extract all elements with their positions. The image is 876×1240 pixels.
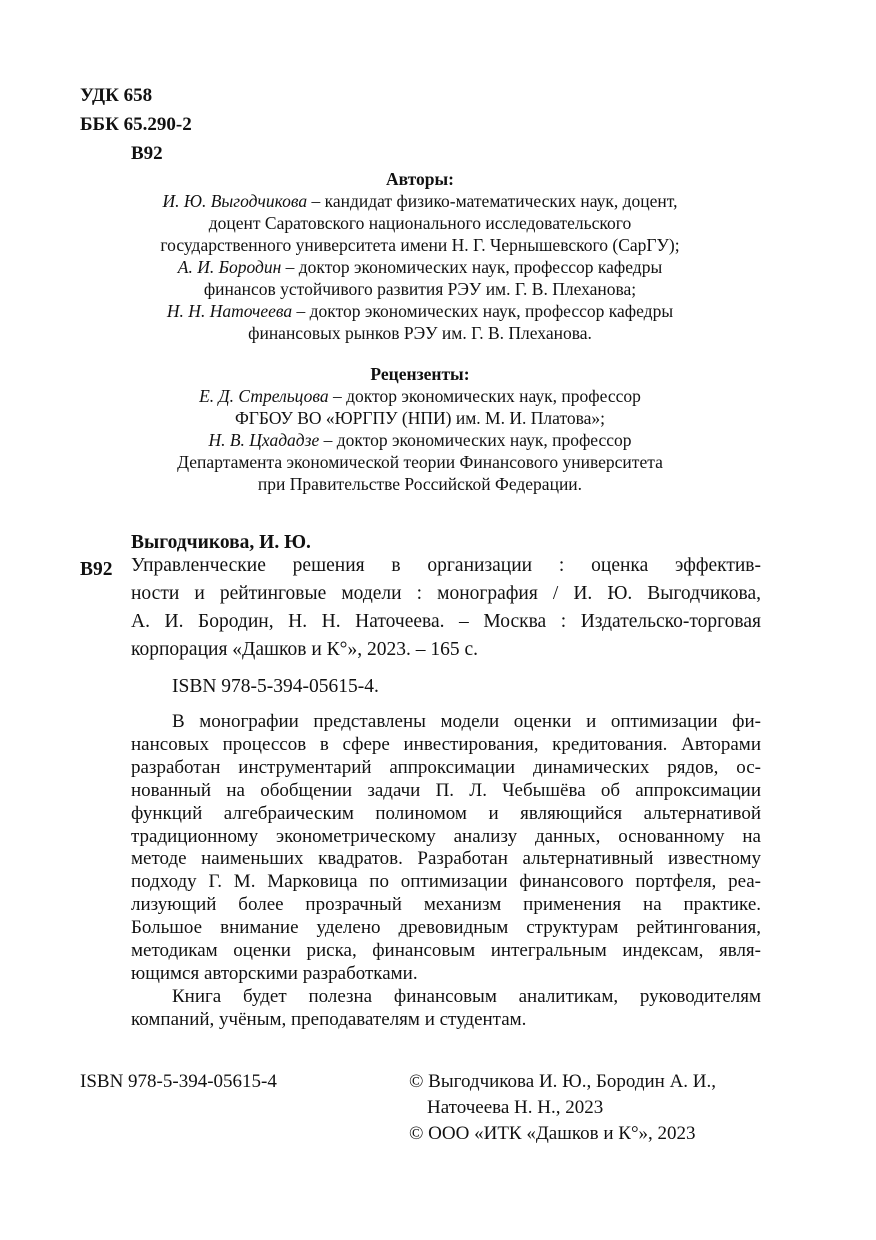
reviewer-entry-line: при Правительстве Российской Федерации. <box>257 474 583 494</box>
footer-isbn: ISBN 978-5-394-05615-4 <box>80 1071 277 1092</box>
copyright-line: © Выгодчикова И. Ю., Бородин А. И., <box>409 1071 717 1092</box>
copyright-line: © ООО «ИТК «Дашков и К°», 2023 <box>409 1123 696 1144</box>
abstract-line: традиционному эконометрическому анализу данных, основанному на <box>131 825 761 847</box>
author-entry-line: финансовых рынков РЭУ им. Г. В. Плеханова. <box>248 323 592 343</box>
abstract-line: Большое внимание уделено древовидным структурам рейтингования, <box>131 917 761 939</box>
copyright-line: Наточеева Н. Н., 2023 <box>427 1097 604 1118</box>
abstract-line: функций алгебраическим полиномом и являющийся альтернативой <box>131 802 761 824</box>
reviewer-name: Н. В. Цхададзе <box>208 430 320 450</box>
abstract <box>131 711 761 1032</box>
author-entry-line: доцент Саратовского национального исследовательского <box>208 213 632 233</box>
author-name: А. И. Бородин <box>177 257 282 277</box>
abstract-line: ющимся авторскими разработками. <box>131 962 418 984</box>
reviewers-heading: Рецензенты: <box>370 364 470 384</box>
reviewer-entry-line: Департамента экономической теории Финансового университета <box>177 452 663 472</box>
reviewer-name: Е. Д. Стрельцова <box>199 386 329 406</box>
abstract-line: подходу Г. М. Марковица по оптимизации финансового портфеля, реа- <box>131 871 761 893</box>
abstract-line: разработан инструментарий аппроксимации динамических рядов, ос- <box>131 756 761 778</box>
udc-code: УДК 658 <box>80 85 153 106</box>
abstract-line: методе наименьших квадратов. Разработан альтернативный известному <box>131 848 761 870</box>
authors-heading: Авторы: <box>386 169 454 189</box>
authors-block <box>80 168 760 344</box>
bib-line: Управленческие решения в организации : оценка эффектив- <box>131 555 761 576</box>
abstract-line: нансовых процессов в сфере инвестирования, кредитования. Авторами <box>131 733 761 755</box>
bib-line: корпорация «Дашков и К°», 2023. – 165 с. <box>131 639 478 660</box>
author-entry-line: государственного университета имени Н. Г. Чернышевского (СарГУ); <box>160 235 680 255</box>
author-entry-line: финансов устойчивого развития РЭУ им. Г. В. Плеханова; <box>203 279 637 299</box>
reviewers-block <box>80 363 760 495</box>
bib-line: А. И. Бородин, Н. Н. Наточеева. – Москва : Издательско-торговая <box>131 611 761 632</box>
main-author-heading: Выгодчикова, И. Ю. <box>131 532 311 553</box>
abstract-line: В монографии представлены модели оценки и оптимизации фи- <box>172 711 761 732</box>
catalog-code: В92 <box>80 559 113 580</box>
bibliographic-description <box>131 552 761 664</box>
author-entry-line: И. Ю. Выгодчикова – кандидат физико-математических наук, доцент, <box>162 191 678 211</box>
abstract-line: нованный на обобщении задачи П. Л. Чебышёва об аппроксимации <box>131 779 761 801</box>
bib-line: ности и рейтинговые модели : монография / И. Ю. Выгодчикова, <box>131 583 761 604</box>
author-name: И. Ю. Выгодчикова <box>162 191 308 211</box>
abstract-line: компаний, учёным, преподавателям и студентам. <box>131 1008 527 1030</box>
reviewer-entry-line: Е. Д. Стрельцова – доктор экономических наук, профессор <box>199 386 641 406</box>
author-entry-line: А. И. Бородин – доктор экономических наук, профессор кафедры <box>177 257 663 277</box>
author-mark: В92 <box>131 143 163 164</box>
abstract-line: лизующий более прозрачный механизм применения на практике. <box>131 894 761 916</box>
copyright-block <box>409 1069 716 1147</box>
reviewer-entry-line: Н. В. Цхададзе – доктор экономических наук, профессор <box>208 430 632 450</box>
author-name: Н. Н. Наточеева <box>166 301 293 321</box>
isbn-entry: ISBN 978-5-394-05615-4. <box>172 676 379 697</box>
abstract-line: Книга будет полезна финансовым аналитикам, руководителям <box>172 985 761 1007</box>
bbk-code: ББК 65.290-2 <box>80 114 192 135</box>
abstract-line: методикам оценки риска, финансовым интегральным индексам, явля- <box>131 940 761 962</box>
reviewer-entry-line: ФГБОУ ВО «ЮРГПУ (НПИ) им. М. И. Платова»; <box>234 408 606 428</box>
author-entry-line: Н. Н. Наточеева – доктор экономических наук, профессор кафедры <box>166 301 674 321</box>
